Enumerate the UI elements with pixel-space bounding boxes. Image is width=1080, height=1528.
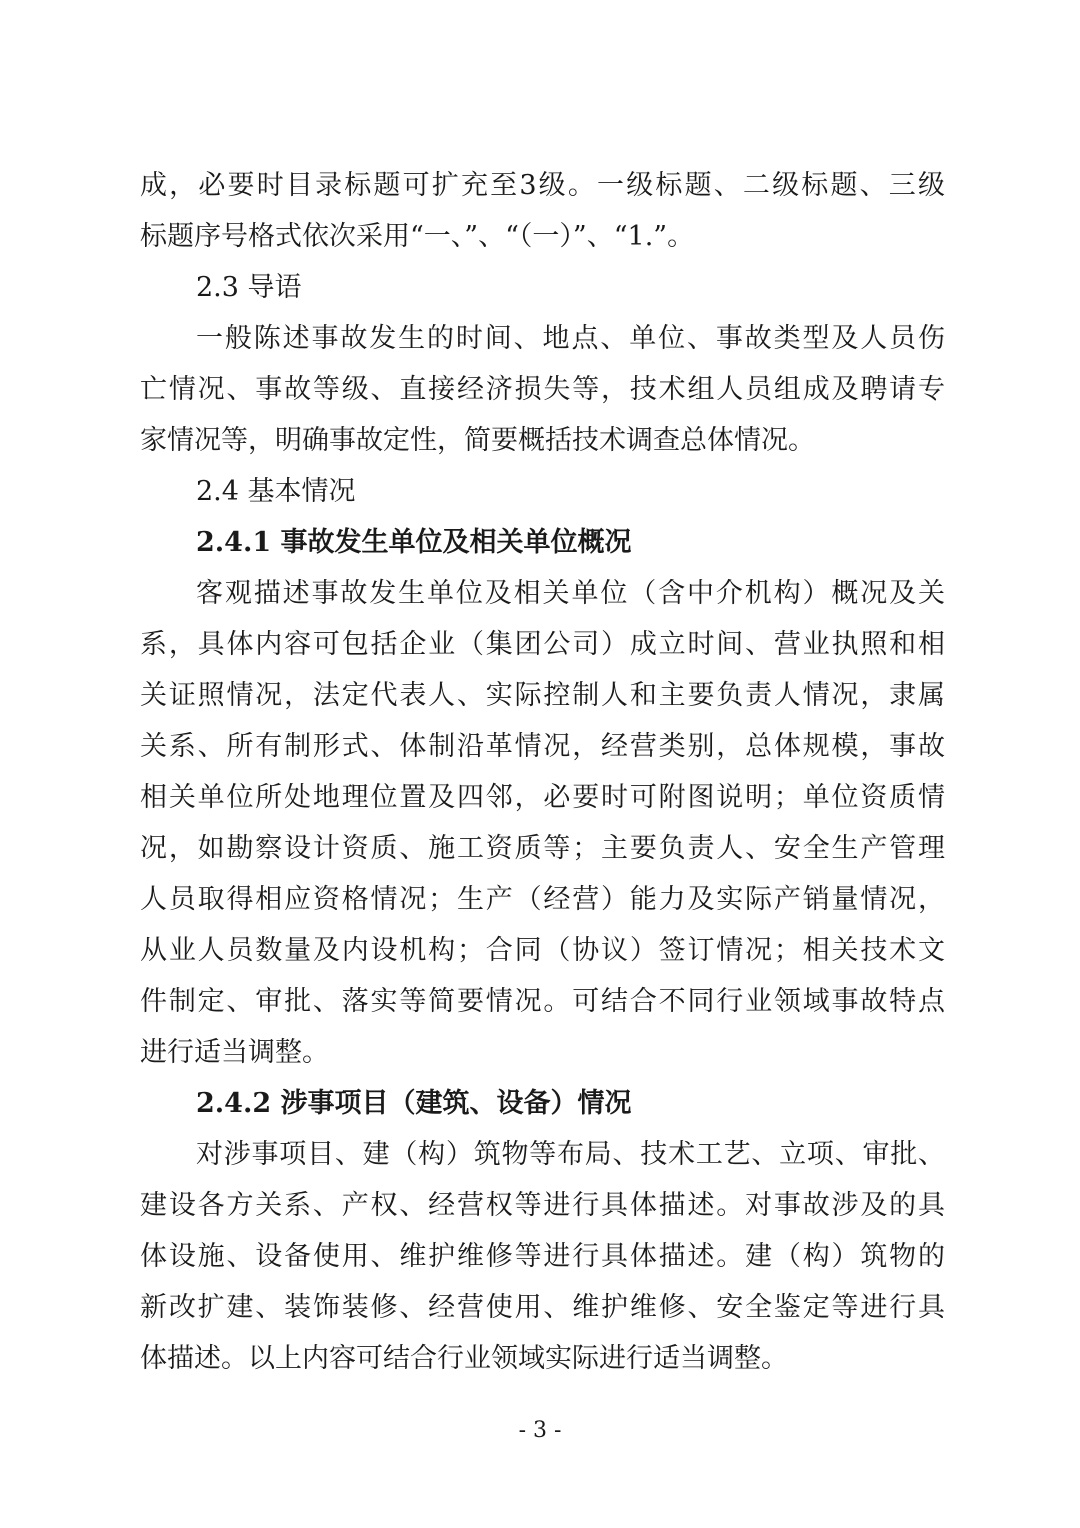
body-line: 标题序号格式依次采用“一、”、“（一）”、“1.”。 — [140, 221, 695, 252]
page-number: - 3 - — [518, 1418, 562, 1443]
body-line: 对涉事项目、建（构）筑物等布局、技术工艺、立项、审批、 — [196, 1139, 945, 1170]
body-line: 进行适当调整。 — [140, 1037, 329, 1068]
document-body — [140, 160, 945, 1384]
body-line: 成，必要时目录标题可扩充至3级。一级标题、二级标题、三级 — [140, 170, 945, 201]
body-line: 新改扩建、装饰装修、经营使用、维护维修、安全鉴定等进行具 — [140, 1292, 945, 1323]
section-heading-2-4-2: 2.4.2 涉事项目（建筑、设备）情况 — [196, 1088, 632, 1119]
body-line: 家情况等，明确事故定性，简要概括技术调查总体情况。 — [140, 425, 815, 456]
body-line: 关证照情况，法定代表人、实际控制人和主要负责人情况，隶属 — [140, 680, 945, 711]
body-line: 况，如勘察设计资质、施工资质等；主要负责人、安全生产管理 — [140, 833, 945, 864]
body-line: 件制定、审批、落实等简要情况。可结合不同行业领域事故特点 — [140, 986, 945, 1017]
section-heading-2-3: 2.3 导语 — [196, 272, 302, 303]
body-line: 从业人员数量及内设机构；合同（协议）签订情况；相关技术文 — [140, 935, 945, 966]
body-line: 体设施、设备使用、维护维修等进行具体描述。建（构）筑物的 — [140, 1241, 945, 1272]
body-line: 人员取得相应资格情况；生产（经营）能力及实际产销量情况， — [140, 884, 945, 915]
body-line: 客观描述事故发生单位及相关单位（含中介机构）概况及关 — [196, 578, 945, 609]
body-line: 建设各方关系、产权、经营权等进行具体描述。对事故涉及的具 — [140, 1190, 945, 1221]
body-line: 亡情况、事故等级、直接经济损失等，技术组人员组成及聘请专 — [140, 374, 945, 405]
body-line: 一般陈述事故发生的时间、地点、单位、事故类型及人员伤 — [196, 323, 945, 354]
body-line: 体描述。以上内容可结合行业领域实际进行适当调整。 — [140, 1343, 788, 1374]
section-heading-2-4-1: 2.4.1 事故发生单位及相关单位概况 — [196, 527, 632, 558]
body-line: 关系、所有制形式、体制沿革情况，经营类别，总体规模，事故 — [140, 731, 945, 762]
body-line: 相关单位所处地理位置及四邻，必要时可附图说明；单位资质情 — [140, 782, 945, 813]
body-line: 系，具体内容可包括企业（集团公司）成立时间、营业执照和相 — [140, 629, 945, 660]
section-heading-2-4: 2.4 基本情况 — [196, 476, 356, 507]
